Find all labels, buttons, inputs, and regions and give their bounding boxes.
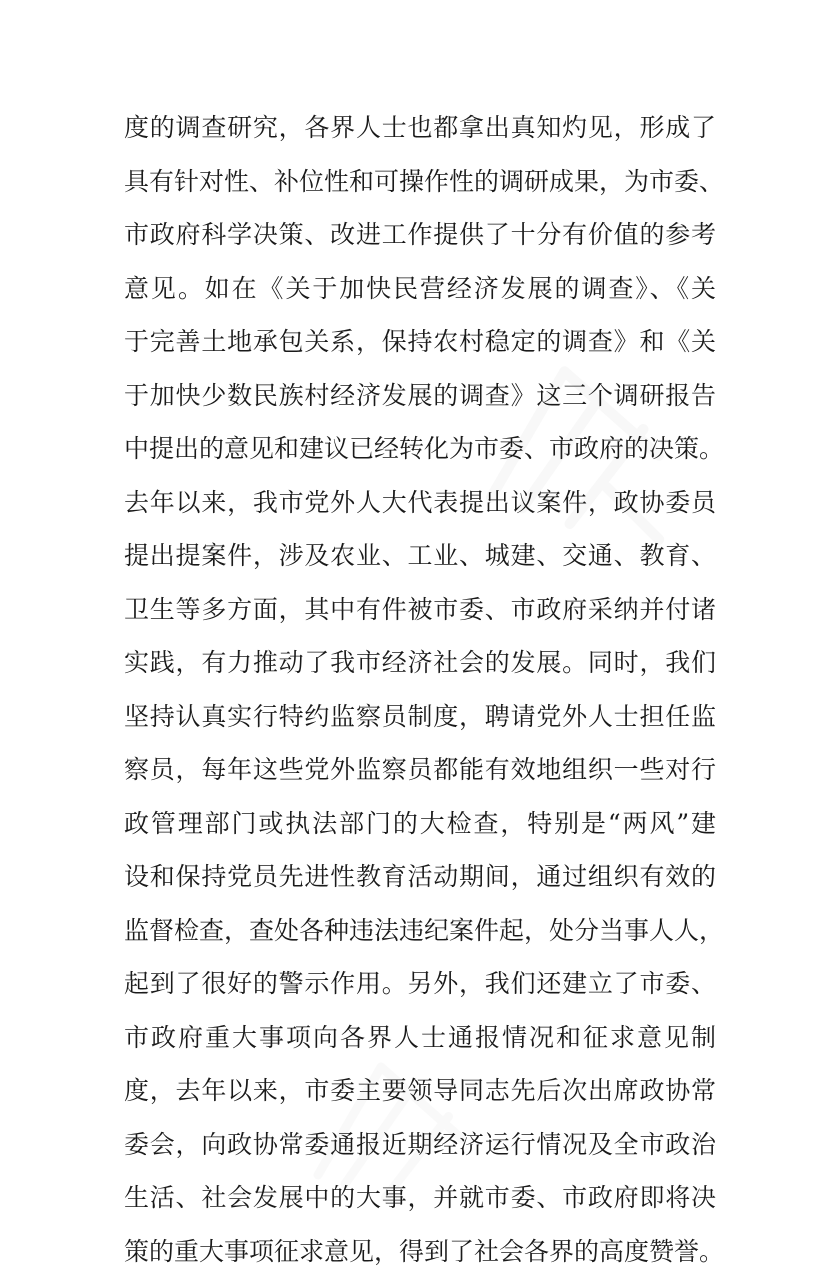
text-line: 起到了很好的警示作用。另外，我们还建立了市委、: [124, 957, 716, 1011]
text-line: 中提出的意见和建议已经转化为市委、市政府的决策。: [124, 422, 716, 476]
text-line: 设和保持党员先进性教育活动期间，通过组织有效的: [124, 850, 716, 904]
text-line: 察员，每年这些党外监察员都能有效地组织一些对行: [124, 743, 716, 797]
body-paragraph: [124, 101, 716, 1278]
text-line: 生活、社会发展中的大事，并就市委、市政府即将决: [124, 1171, 716, 1225]
text-line: 市政府科学决策、改进工作提供了十分有价值的参考: [124, 208, 716, 262]
text-line: 具有针对性、补位性和可操作性的调研成果，为市委、: [124, 155, 716, 209]
text-line: 卫生等多方面，其中有件被市委、市政府采纳并付诸: [124, 583, 716, 637]
text-line: 监督检查，查处各种违法违纪案件起，处分当事人人，: [124, 904, 716, 958]
text-line: 策的重大事项征求意见，得到了社会各界的高度赞誉。: [124, 1225, 716, 1278]
text-line: 于完善土地承包关系，保持农村稳定的调查》和《关: [124, 315, 716, 369]
text-line: 坚持认真实行特约监察员制度，聘请党外人士担任监: [124, 690, 716, 744]
text-line: 去年以来，我市党外人大代表提出议案件，政协委员: [124, 476, 716, 530]
text-line: 度，去年以来，市委主要领导同志先后次出席政协常: [124, 1064, 716, 1118]
text-line: 委会，向政协常委通报近期经济运行情况及全市政治: [124, 1118, 716, 1172]
text-line: 市政府重大事项向各界人士通报情况和征求意见制: [124, 1011, 716, 1065]
text-line: 于加快少数民族村经济发展的调查》这三个调研报告: [124, 369, 716, 423]
text-line: 度的调查研究，各界人士也都拿出真知灼见，形成了: [124, 101, 716, 155]
text-line: 意见。如在《关于加快民营经济发展的调查》、《关: [124, 262, 716, 316]
text-line: 实践，有力推动了我市经济社会的发展。同时，我们: [124, 636, 716, 690]
text-line: 政管理部门或执法部门的大检查，特别是“两风”建: [124, 797, 716, 851]
text-line: 提出提案件，涉及农业、工业、城建、交通、教育、: [124, 529, 716, 583]
